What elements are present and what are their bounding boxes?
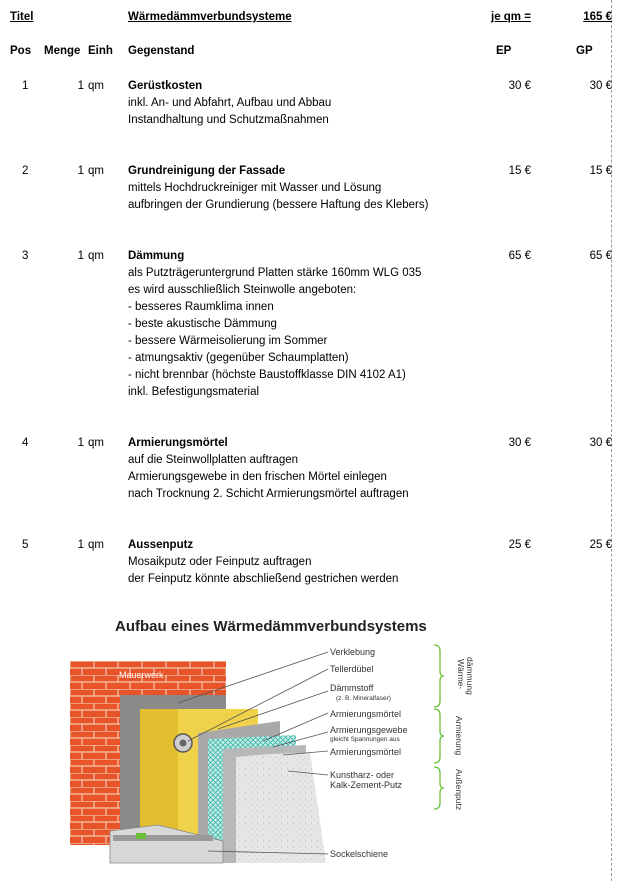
group-waerme-2: dämmung <box>465 657 475 695</box>
item-pos: 5 <box>22 539 29 551</box>
item-pos: 3 <box>22 250 29 262</box>
col-menge: Menge <box>44 45 81 57</box>
group-labels <box>454 657 475 810</box>
item-pos: 1 <box>22 80 29 92</box>
label-armierungsgewebe: Armierungsgewebe <box>330 725 408 735</box>
item-name: Gerüstkosten <box>128 80 203 92</box>
label-putz-1: Kunstharz- oder <box>330 770 395 780</box>
item-menge: 1 <box>77 165 84 177</box>
label-sockelschiene: Sockelschiene <box>330 849 389 859</box>
item-description <box>128 163 428 214</box>
item-menge: 1 <box>77 250 84 262</box>
wdvs-diagram <box>58 605 498 867</box>
item-line: Mosaikputz oder Feinputz auftragen <box>128 556 312 568</box>
item-einh: qm <box>88 165 104 177</box>
col-ep: EP <box>496 45 512 57</box>
total-price: 165 € <box>583 11 612 23</box>
item-gp: 15 € <box>589 165 612 177</box>
group-waerme-1: Wärme- <box>456 659 466 690</box>
label-armierungsgewebe-sub: gleicht Spannungen aus <box>330 736 400 743</box>
titel-label: Titel <box>10 11 34 23</box>
item-menge: 1 <box>77 539 84 551</box>
item-line: - beste akustische Dämmung <box>128 318 277 330</box>
label-tellerduebel: Tellerdübel <box>330 664 374 674</box>
item-einh: qm <box>88 250 104 262</box>
item-description <box>128 78 331 129</box>
item-menge: 1 <box>77 80 84 92</box>
item-line: inkl. Befestigungsmaterial <box>128 386 260 398</box>
group-armierung: Armierung <box>454 716 464 756</box>
item-line: als Putzträgeruntergrund Platten stärke 160mm WLG 035 <box>128 267 422 279</box>
label-armierungsmoertel-2: Armierungsmörtel <box>330 747 402 757</box>
item-einh: qm <box>88 437 104 449</box>
item-line: der Feinputz könnte abschließend gestrichen werden <box>128 573 399 585</box>
item-line: Armierungsgewebe in den frischen Mörtel einlegen <box>128 471 387 483</box>
per-sqm-label: je qm = <box>491 11 531 23</box>
item-ep: 30 € <box>508 437 531 449</box>
item-pos: 2 <box>22 165 29 177</box>
diagram-title: Aufbau eines Wärmedämmverbundsystems <box>115 618 427 635</box>
col-gp: GP <box>576 45 593 57</box>
col-gegenstand: Gegenstand <box>128 45 195 57</box>
item-name: Grundreinigung der Fassade <box>128 165 286 177</box>
item-gp: 65 € <box>589 250 612 262</box>
item-gp: 25 € <box>589 539 612 551</box>
item-description <box>128 537 398 588</box>
item-gp: 30 € <box>589 80 612 92</box>
group-brackets <box>434 645 444 809</box>
wdvs-diagram-svg <box>58 605 498 867</box>
item-line: Instandhaltung und Schutzmaßnahmen <box>128 114 329 126</box>
item-einh: qm <box>88 80 104 92</box>
label-daemmstoff-sub: (z. B. Mineralfaser) <box>336 695 391 702</box>
item-line: - bessere Wärmeisolierung im Sommer <box>128 335 328 347</box>
label-daemmstoff: Dämmstoff <box>330 683 374 693</box>
item-ep: 65 € <box>508 250 531 262</box>
item-line: es wird ausschließlich Steinwolle angeboten: <box>128 284 357 296</box>
item-name: Aussenputz <box>128 539 194 551</box>
document-title: Wärmedämmverbundsysteme <box>128 11 292 23</box>
item-line: auf die Steinwollplatten auftragen <box>128 454 299 466</box>
group-aussenputz: Außenputz <box>454 769 464 811</box>
item-einh: qm <box>88 539 104 551</box>
col-einh: Einh <box>88 45 113 57</box>
item-ep: 25 € <box>508 539 531 551</box>
mauerwerk-label: Mauerwerk <box>119 670 164 680</box>
item-name: Dämmung <box>128 250 185 262</box>
item-ep: 15 € <box>508 165 531 177</box>
item-gp: 30 € <box>589 437 612 449</box>
item-line: - nicht brennbar (höchste Baustoffklasse DIN 4102 A1) <box>128 369 406 381</box>
item-pos: 4 <box>22 437 29 449</box>
item-line: inkl. An- und Abfahrt, Aufbau und Abbau <box>128 97 332 109</box>
item-line: aufbringen der Grundierung (bessere Haftung des Klebers) <box>128 199 429 211</box>
item-description <box>128 435 409 503</box>
item-ep: 30 € <box>508 80 531 92</box>
item-line: nach Trocknung 2. Schicht Armierungsmörtel auftragen <box>128 488 409 500</box>
item-description <box>128 248 421 401</box>
col-pos: Pos <box>10 45 32 57</box>
label-verklebung: Verklebung <box>330 647 376 657</box>
label-putz-2: Kalk-Zement-Putz <box>330 780 403 790</box>
item-menge: 1 <box>77 437 84 449</box>
item-name: Armierungsmörtel <box>128 437 228 449</box>
item-line: mittels Hochdruckreiniger mit Wasser und Lösung <box>128 182 382 194</box>
layer-labels <box>330 647 408 859</box>
label-armierungsmoertel-1: Armierungsmörtel <box>330 709 402 719</box>
item-line: - atmungsaktiv (gegenüber Schaumplatten) <box>128 352 349 364</box>
item-line: - besseres Raumklima innen <box>128 301 274 313</box>
